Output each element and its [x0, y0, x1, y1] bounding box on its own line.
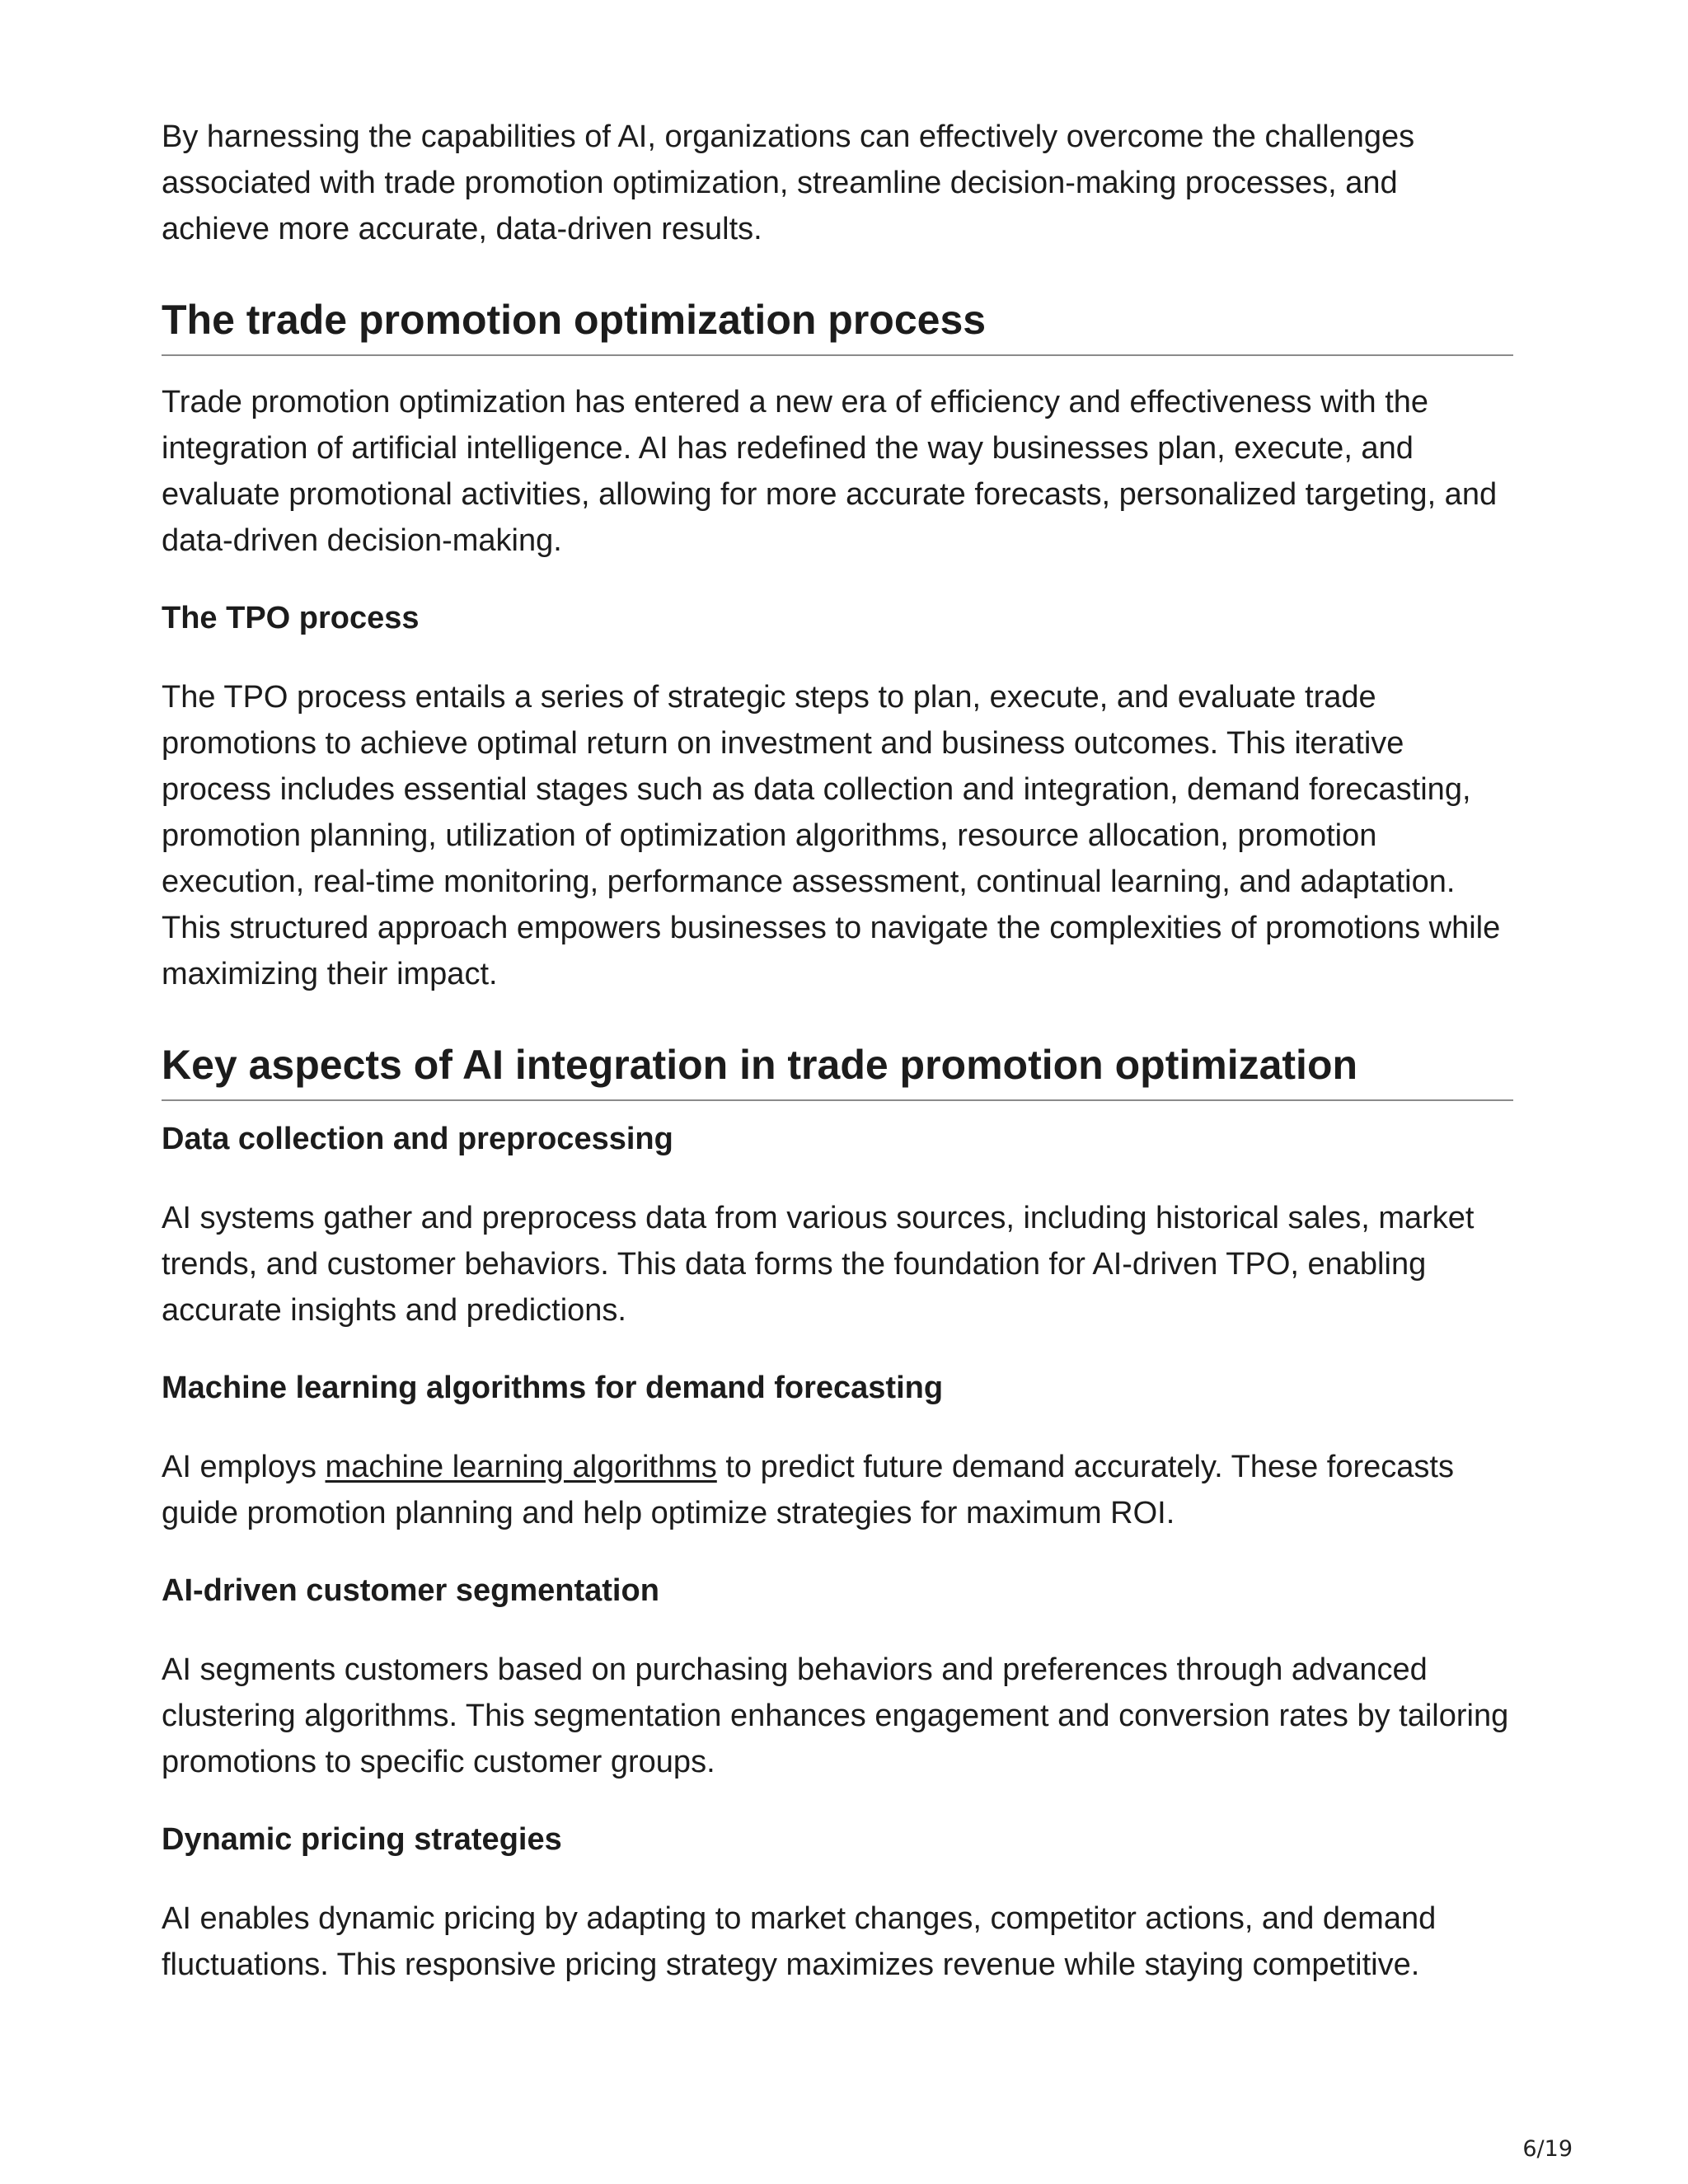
dynamic-pricing-paragraph: AI enables dynamic pricing by adapting to market changes, competitor actions, and demand fluctuations. This responsive pricing strategy maximizes revenue while staying competitive. [162, 1901, 1437, 1982]
machine-learning-text-before-link: AI employs [162, 1450, 326, 1484]
subheading-machine-learning: Machine learning algorithms for demand forecasting [162, 1371, 944, 1405]
subheading-dynamic-pricing: Dynamic pricing strategies [162, 1822, 562, 1857]
tpo-process-paragraph: The TPO process entails a series of strategic steps to plan, execute, and evaluate trade promotions to achieve optimal return on investment and business outcomes. This iterative process includes essential stages such as data collection and integration, demand forecasting, promotion planning, utilization of optimization algorithms, resource allocation, promotion execution, real-time monitoring, performance assessment, continual learning, and adaptation. This structured approach empowers businesses to navigate the complexities of promotions while maximizing their impact. [162, 680, 1501, 991]
section-heading-tpo-process: The trade promotion optimization process [162, 295, 1513, 356]
machine-learning-algorithms-link[interactable]: machine learning algorithms [325, 1450, 717, 1484]
document-body [162, 114, 1513, 1988]
customer-segmentation-paragraph: AI segments customers based on purchasing behaviors and preferences through advanced clustering algorithms. This segmentation enhances engagement and conversion rates by tailoring promotions to specific customer groups. [162, 1652, 1509, 1779]
page-number: 6/19 [1522, 2136, 1573, 2162]
section-heading-key-aspects: Key aspects of AI integration in trade promotion optimization [162, 1040, 1513, 1101]
subheading-tpo-process: The TPO process [162, 601, 420, 635]
machine-learning-text-after-link: to predict future demand accurately. These forecasts guide promotion planning and help optimize strategies for maximum ROI. [162, 1450, 1454, 1530]
subheading-customer-segmentation: AI-driven customer segmentation [162, 1573, 659, 1608]
data-collection-paragraph: AI systems gather and preprocess data from various sources, including historical sales, market trends, and customer behaviors. This data forms the foundation for AI-driven TPO, enabling accurate insights and predictions. [162, 1201, 1475, 1328]
machine-learning-paragraph [162, 1444, 1513, 1536]
tpo-process-intro-paragraph: Trade promotion optimization has entered a new era of efficiency and effectiveness with the integration of artificial intelligence. AI has redefined the way businesses plan, execute, and evaluate promotional activities, allowing for more accurate forecasts, personalized targeting, and data-driven decision-making. [162, 385, 1498, 558]
subheading-data-collection: Data collection and preprocessing [162, 1122, 673, 1156]
intro-paragraph: By harnessing the capabilities of AI, organizations can effectively overcome the challenges associated with trade promotion optimization, streamline decision-making processes, and achieve more accurate, data-driven results. [162, 120, 1415, 246]
